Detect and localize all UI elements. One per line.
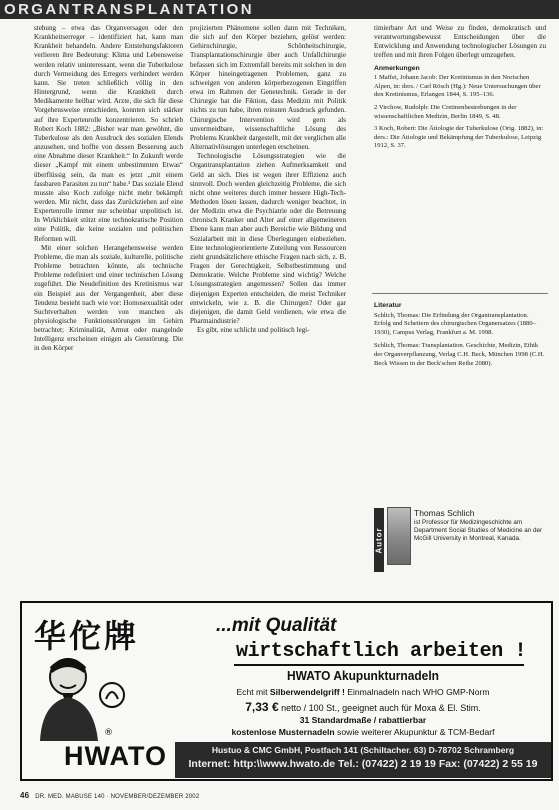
ad-text: sowie weiterer Akupunktur & TCM-Bedarf [337, 727, 495, 737]
ad-logo-area [24, 605, 174, 777]
article-column-2 [190, 24, 346, 584]
ad-internet-phone: Internet: http:\\www.hwato.de Tel.: (07422) 2 19 19 Fax: (07422) 2 55 19 [188, 758, 538, 770]
literature-item: Schlich, Thomas: Die Erfindung der Organtransplantation. Erfolg und Scheitern des chirurgischen Organersatzes (1880–1930), Campus Verlag, Frankfurt a. M. 1998. [374, 311, 536, 336]
author-bio-box [414, 508, 548, 543]
brand-logo-text: HWATO [64, 741, 167, 771]
paragraph: timierbare Art und Weise zu finden, demokratisch und verantwortungsbewusst Entscheidungen über die Entwicklung und Anwendung technologischer Lösungen zu treffen und mit ihren Folgen überlegt umzugehen. [374, 24, 546, 60]
section-title: ORGANTRANSPLANTATION [4, 1, 254, 18]
divider [372, 293, 548, 294]
ad-slogan-1: ...mit Qualität [216, 615, 337, 636]
ad-text-bold: 31 Standardmaße / rabattierbar [299, 715, 427, 725]
ad-headline: HWATO Akupunkturnadeln [287, 668, 439, 683]
ad-text: Echt mit [236, 687, 268, 697]
ad-line-3 [177, 715, 549, 725]
page-footer [20, 791, 199, 800]
page-number: 46 [20, 791, 30, 800]
footnote: 3 Koch, Robert: Die Ätiologie der Tuberkulose (Orig. 1882), in: ders.: Die Ätiologie und Bekämpfung der Tuberkulose, Leipzig 1912, S. 37. [374, 125, 544, 150]
ad-slogan-2: wirtschaftlich arbeiten ! [236, 640, 527, 663]
ad-line-1 [177, 687, 549, 697]
ad-contact-bar [175, 742, 551, 778]
article-column-1 [34, 24, 183, 584]
author-photo [387, 507, 411, 565]
author-label-text: Autor [374, 526, 384, 554]
ad-address: Hustuo & CMC GmbH, Postfach 141 (Schiltacher. 63) D-78702 Schramberg [211, 745, 515, 755]
ad-text-bold: Silberwendelgriff ! [269, 687, 345, 697]
chinese-brand-text: 华佗牌 [34, 617, 140, 655]
literature-item: Schlich, Thomas: Transplantation. Geschichte, Medizin, Ethik der Organverpflanzung, Verlag C.H. Beck, München 1998 (C.H. Beck Wissen in der Beck'schen Reihe 2080). [374, 342, 545, 367]
ad-text: netto / 100 St., geeignet auch für Moxa & El. Stim. [281, 703, 481, 713]
svg-text:®: ® [104, 728, 113, 738]
paragraph: Mit einer solchen Herangehensweise werden Probleme, die man als soziale, kulturelle, politische Probleme betrachten könnte, als technische Probleme redefiniert und einer technischen Lösung zugeführt. Die Neudefinition des Kretinismus war ein Beispiel aus der Vergangenheit, aber diese Tendenz besteht nach wie vor: Homosexualität oder Suchtverhalten werden von manchen als physiologische Funktionsstörungen im Gehirn betrachtet; Kriminalität, Armut oder mangelnde Intelligenz erscheinen einigen als Genstörung. Die in den Körper [34, 243, 183, 353]
article-column-3 [374, 24, 546, 286]
footer-text: DR. MED. MABUSE 140 · NOVEMBER/DEZEMBER 2002 [35, 794, 200, 800]
divider [234, 664, 524, 666]
footnote: 2 Virchow, Rudolph: Die Cretinenbestrebungen in der wissenschaftlichen Medizin, Berlin 1849, S. 48. [374, 104, 517, 120]
ad-line-4 [177, 727, 549, 737]
paragraph: stehung – etwa das Organversagen oder den Krankheitserreger – identifiziert hat, kann man Krankheit behandeln. Andere Entstehungsfaktoren verlieren ihre Bedeutung: Klima und Lebensweise werden relativ uninteressant, wenn die Tuberkulose durch Vermeidung des Erregers verhindert werden kann. Sie treten schließlich völlig in den Hintergrund, wenn die Krankheit durch Medikamente heilbar wird. Arzte, die sich für diese Vorgehensweise entschieden, konnten sich stärker auf ihre Expertenrolle konzentrieren. So schrieb Robert Koch 1882: „Bisher war man gewöhnt, die Tuberkulose als den Ausdruck des sozialen Elends anzusehen, und hoffte von dessen Besserung auch eine Abnahme dieser Krankheit.“ In Zukunft werde dieser „Kampf mit einem unbestimmten Etwas“ überflüssig sein, da man es jetzt „mit einem fassbaren Parasiten zu tun“ habe.³ Das soziale Elend musste also Koch zufolge nicht mehr bekämpft werden. Mir nicht, dass das Zurückziehen auf eine Expertenrolle immer nur scheinbar unpolitisch ist. In Wirklichkeit stützt eine technokratische Position eine Politik, die keine sozialen und politischen Reformen will. [34, 24, 183, 243]
section-header [0, 0, 559, 19]
literature-box [374, 302, 546, 373]
footnotes-title: Anmerkungen [374, 64, 420, 72]
ad-text-bold: kostenlose Musternadeln [231, 727, 335, 737]
author-bio: ist Professor für Medizingeschichte am Department Social Studies of Medicine an der McGill University in Montreal, Kanada. [414, 519, 543, 542]
ad-text: Einmalnadeln nach WHO GMP-Norm [347, 687, 490, 697]
advertisement [20, 601, 553, 781]
paragraph: projizierten Phänomene sollen dann mit Techniken, die sich auf den Körper beziehen, gelöst werden: Gehirnchirurgie, Schönheitschirurgie, Transplantationschirurgie über auch Unfallchirurgie befassen sich im Extremfall bereits mit solchen in den Körper hineingetragenen Problemen, ganz zu schweigen von anderen körperbezogenen Eingriffen etwa im Rahmen der Genetechnik. Gerade in der Chirurgie hat die Fiktion, dass Medizin mit Politik nichts zu tun habe, ihren reinsten Ausdruck gefunden. Chirurgische Intervention wird gern als unvermeidbare, wissenschaftliche Lösung des Problems Krankheit dargestellt, mit der verglichen alle Alternativlösungen unterlegen erscheinen. [190, 24, 346, 152]
paragraph: Es gibt, eine schlicht und politisch legi- [197, 326, 310, 335]
sage-portrait-icon [32, 651, 132, 741]
paragraph: Technologische Lösungsstrategien wie die Organtransplantation ziehen Aufmerksamkeit und Geld an sich. Dies ist wegen ihrer Effizienz auch sinnvoll. Doch werden gleichzeitig Probleme, die sich nicht ohne weiteres durch immer bessere High-Tech-Methoden lösen lassen, dadurch weniger beachtet, in der Medizin etwa die Psychiatrie oder die Betreuung chronisch Kranker und Alter auf einer allgemeineren Ebene kann man aber auch Bereiche wie Bildung und Sozialarbeit mit in diese Überlegungen einbeziehen. Eine technologieorientierte Zuteilung von Ressourcen zieht grundsätzlichere ethische Fragen nach sich, z. B. Fragen der Gerechtigkeit, Selbstbestimmung und Demokratie. Welche Probleme sind wichtig? Welche Lösungsstrategien angemessen? Sollen das immer diejenigen Experten entscheiden, die meist Techniker entwickeln, wie z. B. die Chirurgen? Oder gar diejenigen, die damit Geld verdienen, wie etwa die Pharmaindustrie? [190, 152, 346, 325]
footnote: 1 Maffei, Johann Jacob: Der Kretinismus in den Norischen Alpen, in: ders. / Carl Rösch (Hg.): Neue Untersuchungen über den Kretinismus, Erlangen 1844, S. 195–136. [374, 74, 541, 99]
author-name: Thomas Schlich [414, 508, 475, 518]
footnotes [374, 65, 546, 151]
ad-price: 7,33 € [245, 700, 279, 714]
literature-title: Literatur [374, 302, 402, 309]
ad-line-2 [177, 700, 549, 714]
